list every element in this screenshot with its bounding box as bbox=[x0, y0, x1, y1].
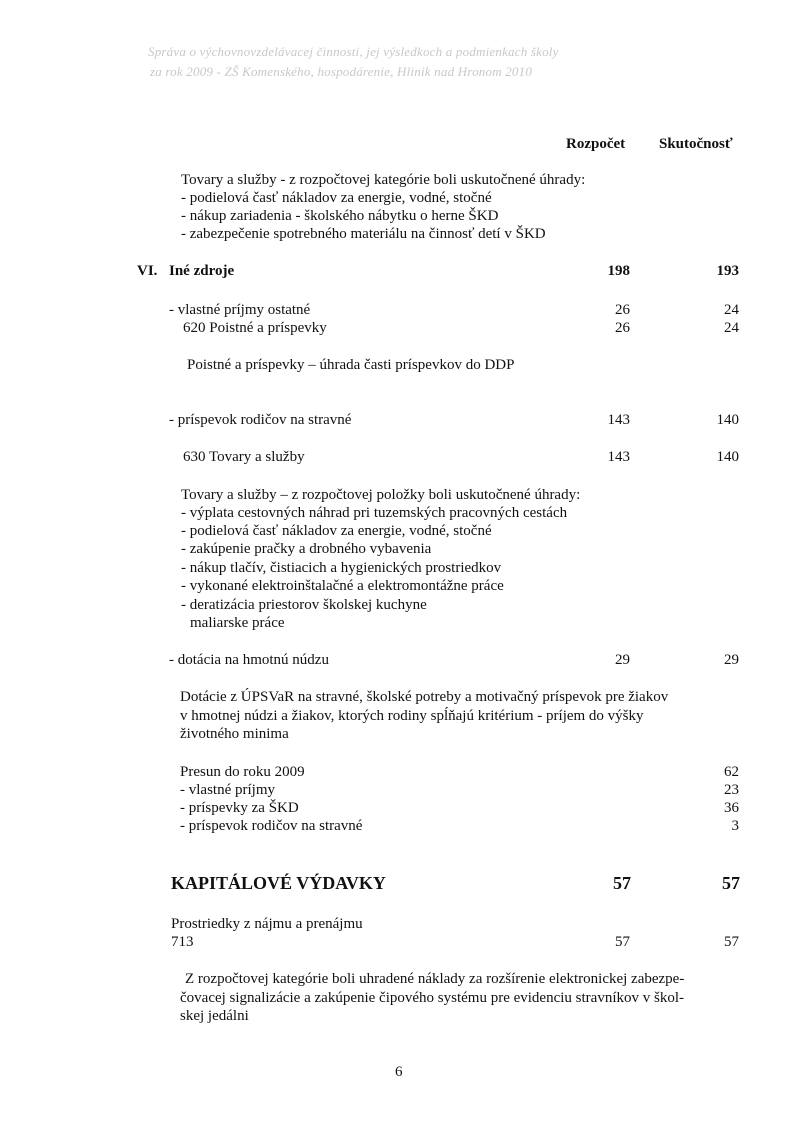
parents-label: - príspevok rodičov na stravné bbox=[169, 412, 352, 428]
capital-note-line: čovacej signalizácie a zakúpenie čipového systému pre evidenciu stravníkov v škol- bbox=[180, 990, 684, 1006]
section1-item: - podielová časť nákladov za energie, vodné, stočné bbox=[181, 190, 492, 206]
header-line-2: za rok 2009 - ZŠ Komenského, hospodárenie, Hlinik nad Hronom 2010 bbox=[150, 64, 533, 79]
own-income-sub-actual: 24 bbox=[724, 320, 739, 336]
capital-code-budget: 57 bbox=[615, 934, 630, 950]
parents-item: - deratizácia priestorov školskej kuchyne bbox=[181, 597, 427, 613]
own-income-note: Poistné a príspevky – úhrada časti príspevkov do DDP bbox=[187, 357, 515, 373]
transfer-label: - príspevky za ŠKD bbox=[180, 800, 299, 816]
transfer-label: - vlastné príjmy bbox=[180, 782, 275, 798]
header-line-1: Správa o výchovnovzdelávacej činnosti, jej výsledkoch a podmienkach školy bbox=[148, 44, 559, 59]
parents-sub-actual: 140 bbox=[716, 449, 739, 465]
parents-item: - nákup tlačív, čistiacich a hygienických prostriedkov bbox=[181, 560, 502, 576]
parents-budget: 143 bbox=[607, 412, 630, 428]
capital-note-line: skej jedálni bbox=[180, 1008, 249, 1024]
own-income-actual: 24 bbox=[724, 302, 739, 318]
section1-intro: Tovary a služby - z rozpočtovej kategórie boli uskutočnené úhrady: bbox=[181, 172, 586, 188]
own-income-budget: 26 bbox=[615, 302, 630, 318]
parents-item: - výplata cestovných náhrad pri tuzemských pracovných cestách bbox=[181, 505, 568, 521]
capital-budget: 57 bbox=[613, 873, 631, 893]
section1-item: - nákup zariadenia - školského nábytku o herne ŠKD bbox=[181, 208, 499, 224]
own-income-label: - vlastné príjmy ostatné bbox=[169, 302, 311, 318]
capital-code-actual: 57 bbox=[724, 934, 739, 950]
transfer-value: 23 bbox=[724, 782, 739, 798]
parents-item: - zakúpenie pračky a drobného vybavenia bbox=[181, 541, 432, 557]
parents-sub-budget: 143 bbox=[607, 449, 630, 465]
section-vi-budget: 198 bbox=[607, 263, 630, 279]
section-vi-title: Iné zdroje bbox=[169, 263, 235, 279]
capital-code: 713 bbox=[171, 934, 194, 950]
transfer-value: 62 bbox=[724, 764, 739, 780]
capital-source: Prostriedky z nájmu a prenájmu bbox=[171, 916, 363, 932]
parents-item: - vykonané elektroinštalačné a elektromontážne práce bbox=[181, 578, 504, 594]
own-income-sub-label: 620 Poistné a príspevky bbox=[183, 320, 327, 336]
column-header-budget: Rozpočet bbox=[566, 136, 626, 152]
need-note-line: v hmotnej núdzi a žiakov, ktorých rodiny spĺňajú kritérium - príjem do výšky bbox=[180, 708, 644, 724]
page-number: 6 bbox=[395, 1064, 403, 1080]
capital-title: KAPITÁLOVÉ VÝDAVKY bbox=[171, 873, 386, 893]
section1-item: - zabezpečenie spotrebného materiálu na činnosť detí v ŠKD bbox=[181, 226, 546, 242]
parents-sub-label: 630 Tovary a služby bbox=[183, 449, 305, 465]
need-label: - dotácia na hmotnú núdzu bbox=[169, 652, 329, 668]
capital-actual: 57 bbox=[722, 873, 740, 893]
need-budget: 29 bbox=[615, 652, 630, 668]
column-header-actual: Skutočnosť bbox=[659, 136, 733, 152]
own-income-sub-budget: 26 bbox=[615, 320, 630, 336]
transfer-value: 36 bbox=[724, 800, 739, 816]
parents-item: - podielová časť nákladov za energie, vodné, stočné bbox=[181, 523, 492, 539]
parents-intro: Tovary a služby – z rozpočtovej položky boli uskutočnené úhrady: bbox=[181, 487, 581, 503]
section-vi-roman: VI. bbox=[137, 263, 158, 279]
transfer-label: - príspevok rodičov na stravné bbox=[180, 818, 363, 834]
need-actual: 29 bbox=[724, 652, 739, 668]
need-note-line: Dotácie z ÚPSVaR na stravné, školské potreby a motivačný príspevok pre žiakov bbox=[180, 689, 669, 705]
transfer-value: 3 bbox=[731, 818, 739, 834]
parents-item: maliarske práce bbox=[190, 615, 285, 631]
need-note-line: životného minima bbox=[180, 726, 289, 742]
parents-actual: 140 bbox=[716, 412, 739, 428]
transfer-label: Presun do roku 2009 bbox=[180, 764, 305, 780]
section-vi-actual: 193 bbox=[716, 263, 739, 279]
capital-note-line: Z rozpočtovej kategórie boli uhradené náklady za rozšírenie elektronickej zabezpe- bbox=[185, 971, 685, 987]
